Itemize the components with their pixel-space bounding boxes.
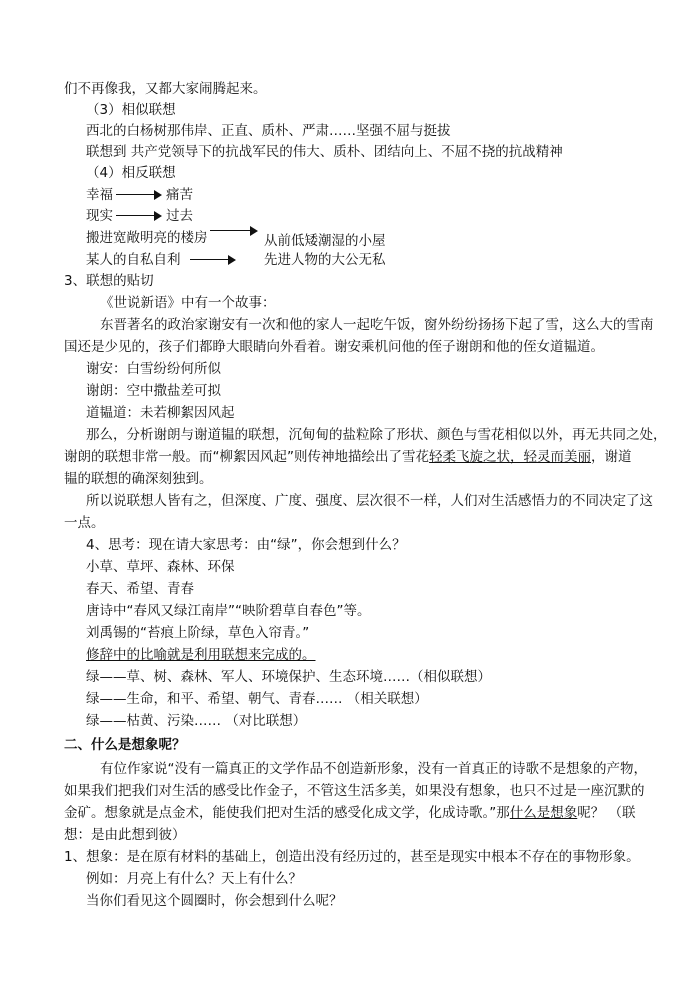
- text-line: 例如：月亮上有什么？天上有什么？: [86, 871, 302, 887]
- opposite-term: 过去: [166, 208, 193, 224]
- opposite-term: 搬进宽敞明亮的楼房: [86, 230, 208, 246]
- text-span: 呢？ （联: [577, 805, 636, 821]
- right-arrow-icon: [190, 255, 236, 265]
- opposite-term: 某人的自私自利: [86, 252, 181, 268]
- section-heading: 4、思考：现在请大家思考：由“绿”，你会想到什么？: [86, 537, 406, 553]
- section-heading: 3、联想的贴切: [64, 273, 154, 289]
- text-line: 东晋著名的政治家谢安有一次和他的家人一起吃午饭，窗外纷纷扬扬下起了雪，这么大的雪南: [100, 317, 654, 333]
- text-line: 韫的联想的确深刻独到。: [64, 471, 213, 487]
- text-span: 谢朗的联想非常一般。而“柳絮因风起”则传神地描绘出了雪花: [64, 449, 429, 465]
- opposite-term: 幸福: [86, 187, 113, 203]
- text-line: 春天、希望、青春: [86, 581, 194, 597]
- opposite-term: 从前低矮潮湿的小屋: [264, 233, 386, 249]
- opposite-term: 痛苦: [166, 187, 193, 203]
- text-line: 绿——枯黄、污染…… （对比联想）: [86, 713, 307, 729]
- right-arrow-icon: [210, 226, 258, 236]
- text-line: [64, 804, 636, 822]
- opposite-term: 现实: [86, 208, 113, 224]
- subheading-opposite-association: （4）相反联想: [86, 165, 176, 181]
- right-arrow-icon: [116, 211, 162, 221]
- text-line: 们不再像我，又都大家闹腾起来。: [64, 81, 267, 97]
- text-line: 所以说联想人皆有之，但深度、广度、强度、层次很不一样，人们对生活感悟力的不同决定了这: [86, 493, 653, 509]
- text-line: [64, 448, 632, 466]
- text-line: 《世说新语》中有一个故事：: [100, 295, 276, 311]
- text-line: 谢安：白雪纷纷何所似: [86, 361, 221, 377]
- text-line: 想：是由此想到彼）: [64, 827, 186, 843]
- text-line: 绿——生命，和平、希望、朝气、青春…… （相关联想）: [86, 691, 428, 707]
- text-line: 国还是少见的，孩子们都睁大眼睛向外看着。谢安乘机问他的侄子谢朗和他的侄女道韫道。: [64, 339, 604, 355]
- text-line: 一点。: [64, 515, 105, 531]
- right-arrow-icon: [116, 190, 162, 200]
- text-line: 小草、草坪、森林、环保: [86, 559, 235, 575]
- underlined-phrase: 轻柔飞旋之状，轻灵而美丽: [429, 449, 591, 465]
- main-heading: 二、什么是想象呢？: [64, 737, 186, 753]
- text-span: 金矿。想象就是点金术，能使我们把对生活的感受化成文学，化成诗歌。”那: [64, 805, 510, 821]
- text-line: 西北的白杨树那伟岸、正直、质朴、严肃……坚强不屈与挺拔: [86, 123, 451, 139]
- section-heading: 1、想象：是在原有材料的基础上，创造出没有经历过的，甚至是现实中根本不存在的事物形象。: [64, 849, 640, 865]
- text-line: 有位作家说“没有一篇真正的文学作品不创造新形象，没有一首真正的诗歌不是想象的产物，: [100, 761, 647, 777]
- subheading-similar-association: （3）相似联想: [86, 102, 176, 118]
- text-line: 唐诗中“春风又绿江南岸”“映阶碧草自春色”等。: [86, 603, 371, 619]
- text-line: 那么，分析谢朗与谢道韫的联想，沉甸甸的盐粒除了形状、颜色与雪花相似以外，再无共同之处，: [86, 427, 667, 443]
- text-line: 联想到 共产党领导下的抗战军民的伟大、质朴、团结向上、不屈不挠的抗战精神: [86, 144, 563, 160]
- text-line: 谢朗：空中撒盐差可拟: [86, 383, 221, 399]
- opposite-term: 先进人物的大公无私: [264, 252, 386, 268]
- text-span: ，谢道: [591, 449, 632, 465]
- text-line: 道韫道：未若柳絮因风起: [86, 405, 235, 421]
- underlined-phrase: 什么是想象: [509, 805, 578, 821]
- underlined-line: 修辞中的比喻就是利用联想来完成的。: [86, 647, 316, 663]
- text-line: 当你们看见这个圆圈时，你会想到什么呢？: [86, 893, 343, 909]
- text-line: 刘禹锡的“苔痕上阶绿，草色入帘青。”: [86, 625, 310, 641]
- text-line: 绿——草、树、森林、军人、环境保护、生态环境……（相似联想）: [86, 669, 491, 685]
- text-line: 如果我们把我们对生活的感受比作金子，不管这生活多美，如果没有想象，也只不过是一座沉默的: [64, 783, 645, 799]
